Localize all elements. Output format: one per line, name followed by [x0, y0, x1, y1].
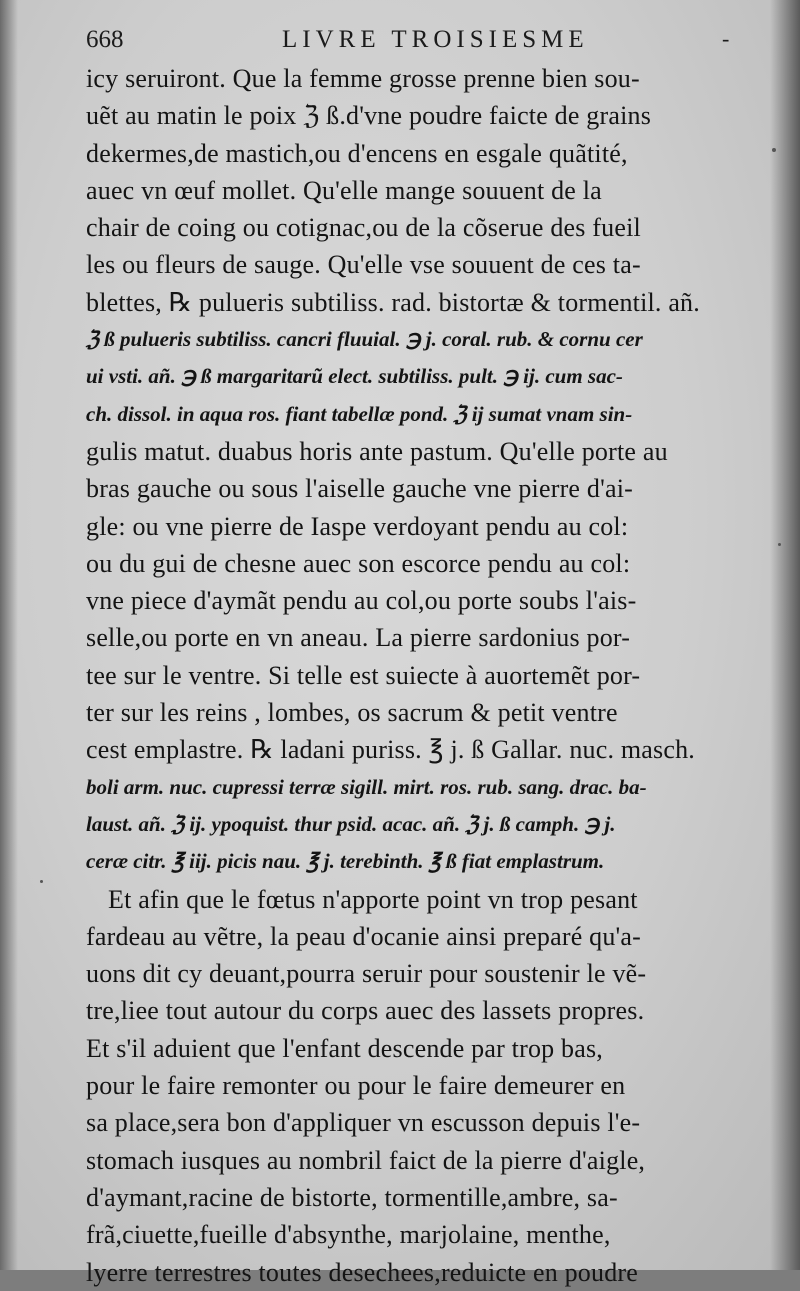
text-line: Et s'il aduient que l'enfant descende par trop bas,: [86, 1033, 604, 1063]
page-edge-shadow: [770, 0, 800, 1270]
text-line: ou du gui de chesne auec son escorce pendu au col:: [86, 548, 631, 578]
text-line: stomach iusques au nombril faict de la pierre d'aigle,: [86, 1145, 646, 1175]
text-line: gulis matut. duabus horis ante pastum. Qu'elle porte au: [86, 436, 668, 466]
text-line: cest emplastre. ℞ ladani puriss. ℥ j. ß Gallar. nuc. masch.: [86, 735, 695, 765]
recipe-line: boli arm. nuc. cupressi terræ sigill. mirt. ros. rub. sang. drac. ba-: [86, 774, 647, 799]
text-line: chair de coing ou cotignac,ou de la cõserue des fueil: [86, 213, 641, 243]
text-line: uons dit cy deuant,pourra seruir pour soustenir le vẽ-: [86, 959, 647, 989]
text-line: icy seruiront. Que la femme grosse prenne bien sou-: [86, 64, 640, 93]
text-line: blettes, ℞ pulueris subtiliss. rad. bistortæ & tormentil. añ.: [86, 287, 700, 317]
text-line: d'aymant,racine de bistorte, tormentille,ambre, sa-: [86, 1182, 618, 1212]
page-number: 668: [86, 26, 124, 53]
text-line: gle: ou vne pierre de Iaspe verdoyant pendu au col:: [86, 511, 629, 541]
page-header: [86, 26, 766, 60]
text-line: frã,ciuette,fueille d'absynthe, marjolaine, menthe,: [86, 1220, 611, 1250]
recipe-line: ui vsti. añ. ℈ ß margaritarũ elect. subtiliss. pult. ℈ ij. cum sac-: [86, 364, 623, 389]
text-line: auec vn œuf mollet. Qu'elle mange souuent de la: [86, 175, 602, 205]
text-line: selle,ou porte en vn aneau. La pierre sardonius por-: [86, 623, 631, 653]
recipe-line: ch. dissol. in aqua ros. fiant tabellæ pond. ℨ ij sumat vnam sin-: [86, 401, 633, 426]
paper-speck: [772, 148, 776, 152]
text-line: pour le faire remonter ou pour le faire demeurer en: [86, 1071, 626, 1101]
text-line: les ou fleurs de sauge. Qu'elle vse souuent de ces ta-: [86, 250, 641, 280]
text-line: vne piece d'aymãt pendu au col,ou porte soubs l'ais-: [86, 586, 637, 616]
paper-speck: [778, 543, 781, 546]
header-dash: -: [722, 26, 730, 51]
text-line: Et afin que le fœtus n'apporte point vn trop pesant: [108, 884, 638, 914]
text-line: uẽt au matin le poix ℨ ß.d'vne poudre faicte de grains: [86, 101, 652, 131]
text-line: tee sur le ventre. Si telle est suiecte à auortemẽt por-: [86, 660, 641, 690]
text-line: tre,liee tout autour du corps auec des lassets propres.: [86, 996, 645, 1026]
recipe-line: ceræ citr. ℥ iij. picis nau. ℥ j. terebinth. ℥ ß fiat emplastrum.: [86, 849, 605, 874]
paper-speck: [40, 880, 43, 883]
recipe-line: laust. añ. ℨ ij. ypoquist. thur psid. acac. añ. ℨ j. ß camph. ℈ j.: [86, 811, 616, 836]
text-line: sa place,sera bon d'appliquer vn escusson depuis l'e-: [86, 1108, 641, 1138]
running-head: LIVRE TROISIESME: [282, 26, 589, 53]
recipe-line: ℨ ß pulueris subtiliss. cancri fluuial. ℈ j. coral. rub. & cornu cer: [86, 327, 643, 352]
body-text: [86, 60, 766, 1291]
text-line: ter sur les reins , lombes, os sacrum & petit ventre: [86, 698, 618, 728]
text-line: dekermes,de mastich,ou d'encens en esgale quãtité,: [86, 138, 628, 168]
text-line: lyerre terrestres toutes desechees,reduicte en poudre: [86, 1257, 639, 1287]
page-gutter-shadow: [0, 0, 18, 1270]
text-line: fardeau au vẽtre, la peau d'ocanie ainsi preparé qu'a-: [86, 921, 642, 951]
text-line: bras gauche ou sous l'aiselle gauche vne pierre d'ai-: [86, 474, 633, 504]
